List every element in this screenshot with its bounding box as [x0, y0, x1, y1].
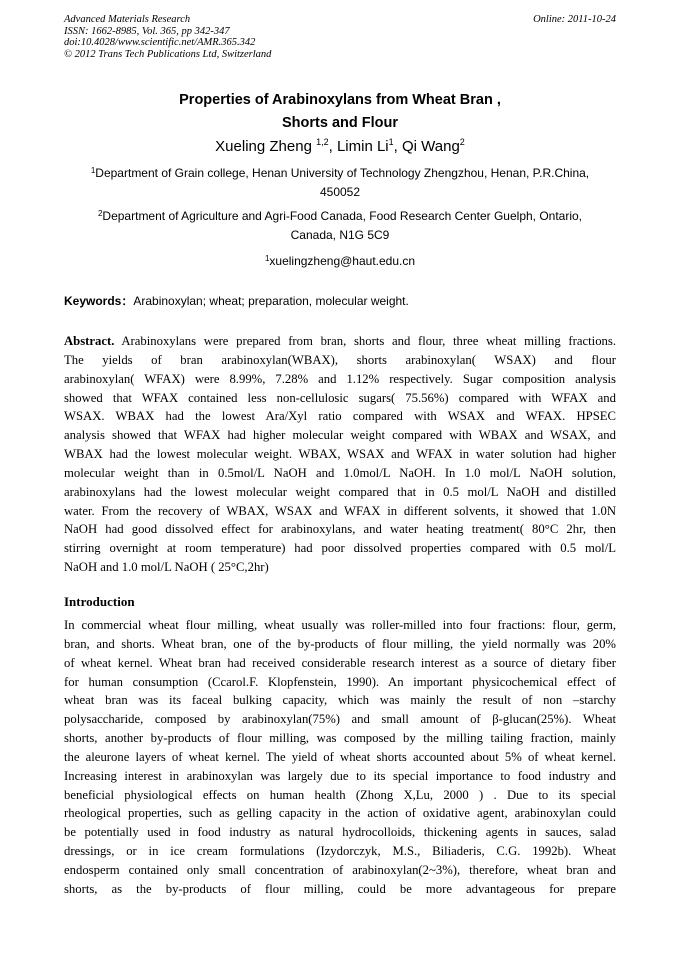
affiliation-1-line-1: Department of Grain college, Henan University of Technology Zhengzhou, Henan, P.R.China,	[95, 166, 590, 180]
intro-line-12: be potentially used in food industry as natural hydrocolloids, thickening agents in sauces, salad	[64, 825, 616, 840]
introduction-body	[64, 616, 616, 899]
affiliation-2-marker: 2	[97, 209, 103, 218]
abstract-line-12: stirring overnight at room temperature) had poor dissolved properties compared with 0.5 mol/L	[64, 541, 616, 556]
journal-header	[64, 14, 616, 60]
affiliation-1	[64, 164, 616, 202]
abstract-line-3: arabinoxylan( WFAX) were 8.99%, 7.28% and 1.12% respectively. Sugar composition analysis	[64, 371, 616, 386]
intro-line-11: rheological properties, such as gelling capacity in the action of oxidative agent, arabinoxylan could	[64, 806, 616, 821]
email-address: xuelingzheng@haut.edu.cn	[269, 254, 416, 268]
intro-line-2: bran, and shorts. Wheat bran, one of the by-products of flour milling, the yield normally was 20%	[64, 636, 616, 651]
intro-line-10: beneficial physiological effects on human health (Zhong X,Lu, 2000 ) . Due to its special	[64, 787, 616, 802]
abstract-line-11: NaOH had good dissolved effect for arabinoxylans, and water heating treatment( 80°C 2hr, then	[64, 522, 616, 537]
intro-line-5: wheat bran was its faceal bulking capacity, which was mainly the result of non –starchy	[64, 693, 616, 708]
keywords	[64, 292, 616, 309]
author-3-affiliation: 2	[459, 137, 465, 147]
intro-line-3: of wheat kernel. Wheat bran had received considerable research interest as a source of dietary fiber	[64, 655, 616, 670]
abstract-line-8: molecular weight than in 0.5mol/L NaOH and 1.0mol/L NaOH. In 1.0 mol/L NaOH solution,	[64, 465, 616, 480]
abstract-line-5: WSAX. WBAX had the lowest Ara/Xyl ratio compared with WSAX and WFAX. HPSEC	[64, 409, 616, 424]
intro-line-13: dressings, or in ice cream formulations (Izydorczyk, M.S., Biliaderis, C.G. 1992b). Wheat	[64, 844, 616, 859]
author-3: , Qi Wang	[393, 138, 460, 155]
affiliation-2	[64, 207, 616, 245]
abstract-line-10: water. From the recovery of WBAX, WSAX and WFAX in different solvents, it showed that 1.0N	[64, 503, 616, 518]
abstract-line-13: NaOH and 1.0 mol/L NaOH ( 25°C,2hr)	[64, 560, 269, 575]
author-2: , Limin Li	[328, 138, 389, 155]
paper-title-line-1: Properties of Arabinoxylans from Wheat Bran ,	[179, 92, 501, 108]
intro-line-6: polysaccharide, composed by arabinoxylan(75%) and small amount of β-glucan(25%). Wheat	[64, 712, 616, 727]
abstract-line-2: The yields of bran arabinoxylan(WBAX), shorts arabinoxylan( WSAX) and flour	[64, 352, 616, 367]
intro-line-4: for human consumption (Ccarol.F. Klopfenstein, 1990). An important physicochemical effect of	[64, 674, 616, 689]
author-2-affiliation: 1	[388, 137, 394, 147]
affiliation-1-line-2: 450052	[319, 185, 361, 199]
journal-name: Advanced Materials Research	[64, 14, 191, 25]
paper-title-line-2: Shorts and Flour	[282, 115, 398, 131]
affiliation-2-line-2: Canada, N1G 5C9	[290, 228, 390, 242]
affiliation-1-marker: 1	[90, 166, 96, 175]
affiliation-2-line-1: Department of Agriculture and Agri-Food Canada, Food Research Center Guelph, Ontario,	[102, 209, 583, 223]
abstract-line-9: arabinoxylans had the lowest molecular weight compared that in 0.5 mol/L NaOH and distilled	[64, 484, 616, 499]
email-marker: 1	[264, 254, 270, 263]
abstract-line-4: showed that WFAX contained less non-cellulosic sugars( 75.56%) compared with WFAX and	[64, 390, 616, 405]
copyright: © 2012 Trans Tech Publications Ltd, Switzerland	[64, 48, 272, 60]
email-line	[64, 252, 616, 271]
abstract-line-1: Arabinoxylans were prepared from bran, shorts and flour, three wheat milling fractions.	[114, 334, 616, 348]
doi: doi:10.4028/www.scientific.net/AMR.365.342	[64, 37, 256, 48]
intro-line-14: endosperm contained only small concentration of arabinoxylan(2~3%), therefore, wheat bran and	[64, 862, 616, 877]
abstract-label: Abstract.	[64, 334, 115, 348]
authors	[64, 138, 616, 155]
intro-line-7: shorts, another by-products of flour milling, was composed by the milling tailing fraction, mainly	[64, 731, 616, 746]
intro-line-8: the aleurone layers of wheat kernel. The yield of wheat shorts accounted about 5% of wheat kernel.	[64, 749, 616, 764]
intro-line-15: shorts, as the by-products of flour milling, could be more advantageous for prepare	[64, 881, 616, 896]
abstract	[64, 332, 616, 577]
issn: ISSN: 1662-8985, Vol. 365, pp 342-347	[64, 25, 230, 37]
keywords-text: Arabinoxylan; wheat; preparation, molecular weight.	[133, 294, 409, 308]
abstract-line-6: analysis showed that WFAX had higher molecular weight compared with WBAX and WSAX, and	[64, 428, 616, 443]
author-1-affiliation: 1,2	[316, 137, 329, 147]
intro-line-1: In commercial wheat flour milling, wheat usually was roller-milled into four fractions: flour, germ,	[64, 618, 616, 632]
keywords-label: Keywords：	[64, 294, 134, 308]
intro-line-9: Increasing interest in arabinoxylan was largely due to its special importance to food industry and	[64, 768, 616, 783]
introduction-heading: Introduction	[64, 594, 135, 609]
abstract-line-7: WBAX had the lowest molecular weight. WBAX, WSAX and WFAX in water solution had higher	[64, 447, 616, 462]
author-1: Xueling Zheng	[215, 138, 312, 155]
online-date: Online: 2011-10-24	[533, 14, 616, 25]
